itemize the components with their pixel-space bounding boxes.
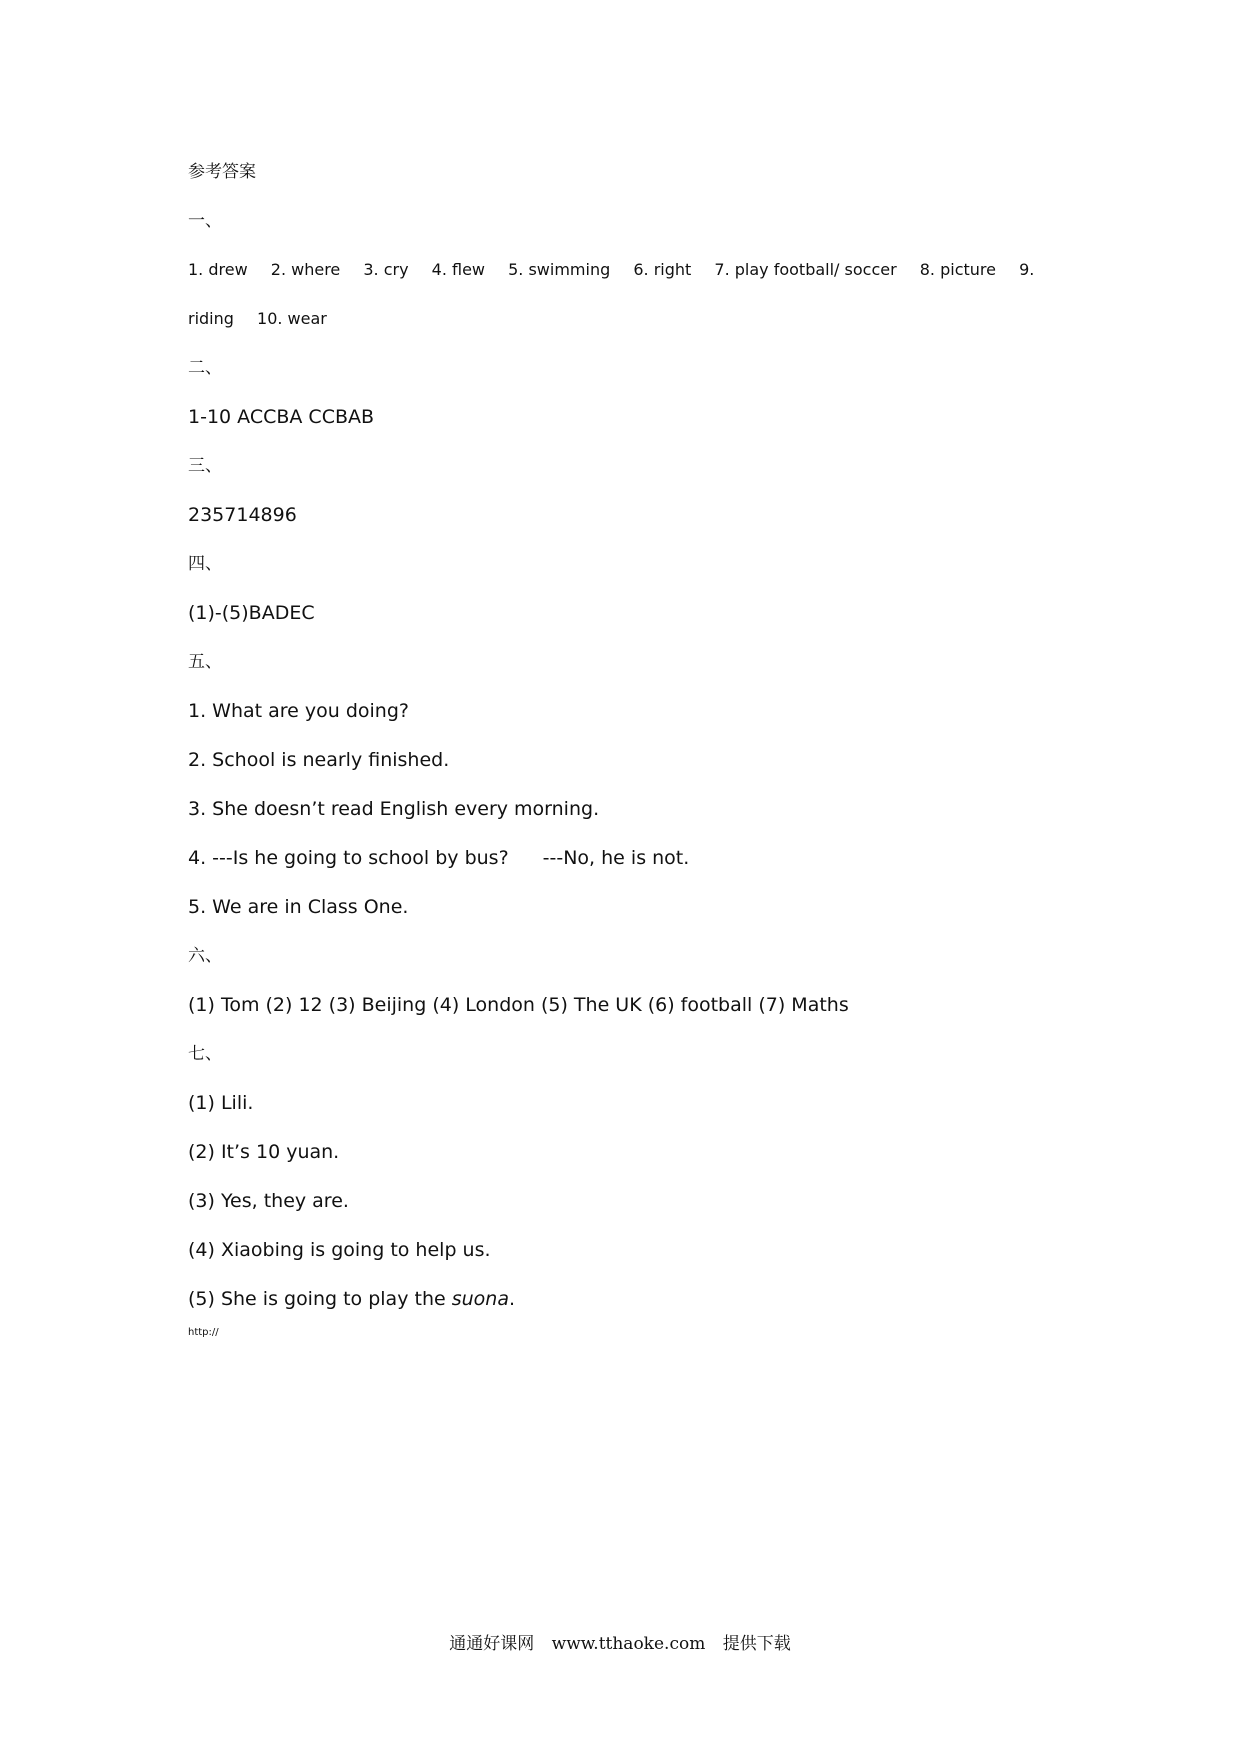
section-5-item-4	[188, 844, 1068, 872]
section-5-item-1: 1. What are you doing?	[188, 700, 409, 722]
page-title: 参考答案	[188, 162, 256, 182]
section-heading-1: 一、	[188, 211, 222, 231]
section-7-item-5	[188, 1285, 1068, 1313]
footer-site-name: 通通好课网	[449, 1634, 535, 1654]
section-heading-3: 三、	[188, 456, 222, 476]
answer-item: 8. picture	[919, 260, 996, 279]
answer-item: 4. flew	[431, 260, 486, 279]
section-heading-2: 二、	[188, 358, 222, 378]
url-note: http://	[188, 1327, 219, 1338]
answer-item: 5. swimming	[508, 260, 611, 279]
answer-item: 6. right	[633, 260, 692, 279]
answer-item: 9.	[1019, 260, 1035, 279]
section-2-answer: 1-10 ACCBA CCBAB	[188, 406, 375, 428]
question-text: 4. ---Is he going to school by bus?	[188, 847, 509, 869]
section-5-item-5: 5. We are in Class One.	[188, 896, 409, 918]
instrument-name: suona	[451, 1288, 509, 1310]
answer-item: 10. wear	[257, 309, 327, 328]
answer-item: 7. play football/ soccer	[714, 260, 897, 279]
section-6-answer: (1) Tom (2) 12 (3) Beijing (4) London (5) The UK (6) football (7) Maths	[188, 994, 849, 1016]
answer-text: (5) She is going to play the	[188, 1288, 446, 1310]
response-text: ---No, he is not.	[542, 847, 690, 869]
section-3-answer: 235714896	[188, 504, 297, 526]
answer-item: 2. where	[270, 260, 341, 279]
section-5-item-3: 3. She doesn’t read English every morning.	[188, 798, 600, 820]
section-4-answer: (1)-(5)BADEC	[188, 602, 315, 624]
section-7-item-2: (2) It’s 10 yuan.	[188, 1141, 340, 1163]
section-1-row-2	[188, 305, 1068, 333]
section-5-item-2: 2. School is nearly finished.	[188, 749, 450, 771]
page-footer	[0, 1632, 1240, 1656]
footer-suffix: 提供下载	[722, 1634, 791, 1654]
section-7-item-3: (3) Yes, they are.	[188, 1190, 349, 1212]
section-1-row-1	[188, 256, 1068, 284]
section-7-item-4: (4) Xiaobing is going to help us.	[188, 1239, 491, 1261]
answer-item: 1. drew	[188, 260, 248, 279]
section-heading-7: 七、	[188, 1044, 222, 1064]
section-1-answers	[188, 256, 1068, 333]
answer-item: 3. cry	[363, 260, 409, 279]
section-heading-6: 六、	[188, 946, 222, 966]
section-heading-5: 五、	[188, 652, 222, 672]
answer-key	[188, 158, 1068, 1340]
period: .	[508, 1288, 516, 1310]
section-7-item-1: (1) Lili.	[188, 1092, 254, 1114]
section-heading-4: 四、	[188, 554, 222, 574]
answer-item: riding	[188, 309, 234, 328]
footer-site-url: www.tthaoke.com	[551, 1634, 706, 1654]
